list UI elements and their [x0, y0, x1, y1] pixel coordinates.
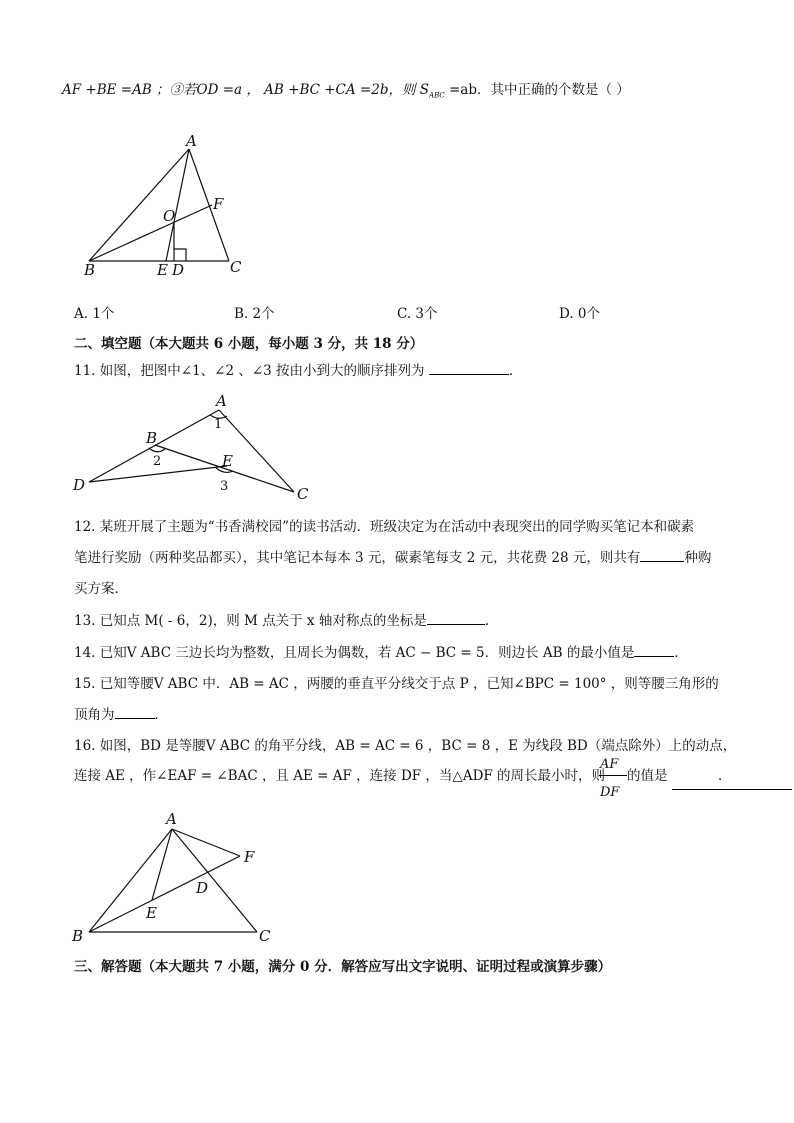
q11-label-c: C	[297, 485, 309, 503]
q14-end: ．	[674, 645, 688, 661]
q16-label-a: A	[166, 810, 177, 828]
q16-label-b: B	[72, 927, 84, 945]
q15-end: ．	[154, 707, 168, 723]
q11-end: ．	[508, 363, 523, 379]
section-3-heading: 三、解答题（本大题共 7 小题，满分 0 分．解答应写出文字说明、证明过程或演算步骤）	[74, 959, 612, 975]
q15-line-2-text: 顶角为	[74, 707, 115, 723]
q11-label-e: E	[222, 452, 233, 470]
q11-label-d: D	[73, 476, 86, 494]
q16-label-f: F	[244, 848, 255, 866]
q10-label-f: F	[213, 195, 224, 213]
q16-label-e: E	[146, 904, 157, 922]
q11-angle-1: 1	[214, 417, 223, 432]
q12-line-1: 12. 某班开展了主题为“书香满校园”的读书活动．班级决定为在活动中表现突出的同学购买笔记本和碳素	[74, 519, 695, 535]
q14-text: 14. 已知V ABC 三边长均为整数，且周长为偶数，若 AC − BC = 5．则边长 AB 的最小值是	[74, 645, 635, 661]
q16-edge-ac	[172, 829, 257, 932]
q10-label-o: O	[163, 207, 176, 225]
q10-option-c: C. 3个	[397, 306, 438, 322]
q10-label-c: C	[230, 258, 242, 276]
q10-option-d: D. 0个	[559, 306, 601, 322]
q10-stem-tail: =ab．其中正确的个数是（ ）	[444, 82, 630, 98]
q16-line-2-end: 的值是	[627, 768, 668, 784]
q10-stem-text: AF +BE =AB ；③若OD =a ， AB +BC +CA =2b，则 S	[62, 82, 430, 98]
q16-segment-af	[172, 829, 240, 856]
q10-label-a: A	[186, 132, 197, 150]
q11-label-a: A	[216, 392, 227, 410]
q12-line-2-text: 笔进行奖励（两种奖品都买），其中笔记本每本 3 元，碳素笔每支 2 元，共花费 28 元，则共有	[74, 550, 641, 566]
q10-stem-sub: ABC	[429, 91, 445, 100]
q12-line-2-end: 种购	[684, 550, 712, 566]
q16-segment-ae	[152, 829, 172, 900]
q16-fraction-numerator: AF	[600, 757, 619, 772]
q16-segment-bf	[89, 856, 240, 932]
q10-option-b: B. 2个	[234, 306, 275, 322]
q16-line-2-text: 连接 AE ，作∠EAF = ∠BAC ，且 AE = AF ，连接 DF ，当△ADF 的周长最小时，则	[74, 768, 606, 784]
q16-line-1: 16. 如图，BD 是等腰V ABC 的角平分线，AB = AC = 6 ，BC = 8 ，E 为线段 BD（端点除外）上的动点，	[74, 738, 737, 754]
q11-label-b: B	[146, 429, 158, 447]
q15-line-1: 15. 已知等腰V ABC 中．AB = AC ，两腰的垂直平分线交于点 P ，已知∠BPC = 100° ，则等腰三角形的	[74, 676, 719, 692]
q11-angle-2: 2	[153, 454, 162, 469]
q13-end: .	[484, 613, 490, 629]
q11-angle-3: 3	[220, 479, 229, 494]
q16-label-c: C	[259, 927, 271, 945]
q16-fraction-denominator: DF	[600, 785, 620, 800]
q10-option-a: A. 1个	[74, 306, 115, 322]
q12-line-3: 买方案．	[74, 581, 128, 597]
q16-label-d: D	[196, 879, 209, 897]
section-2-heading: 二、填空题（本大题共 6 小题，每小题 3 分，共 18 分）	[74, 336, 424, 352]
q10-label-b: B	[84, 261, 96, 279]
q13-text: 13. 已知点 M( - 6，2)，则 M 点关于 x 轴对称点的坐标是	[74, 613, 427, 629]
q11-text: 11. 如图，把图中∠1、∠2 、∠3 按由小到大的顺序排列为	[74, 363, 425, 379]
q16-end: ．	[718, 768, 732, 784]
q16-edge-ab	[89, 829, 172, 932]
q10-label-e: E	[157, 261, 168, 279]
q10-label-d: D	[172, 261, 185, 279]
